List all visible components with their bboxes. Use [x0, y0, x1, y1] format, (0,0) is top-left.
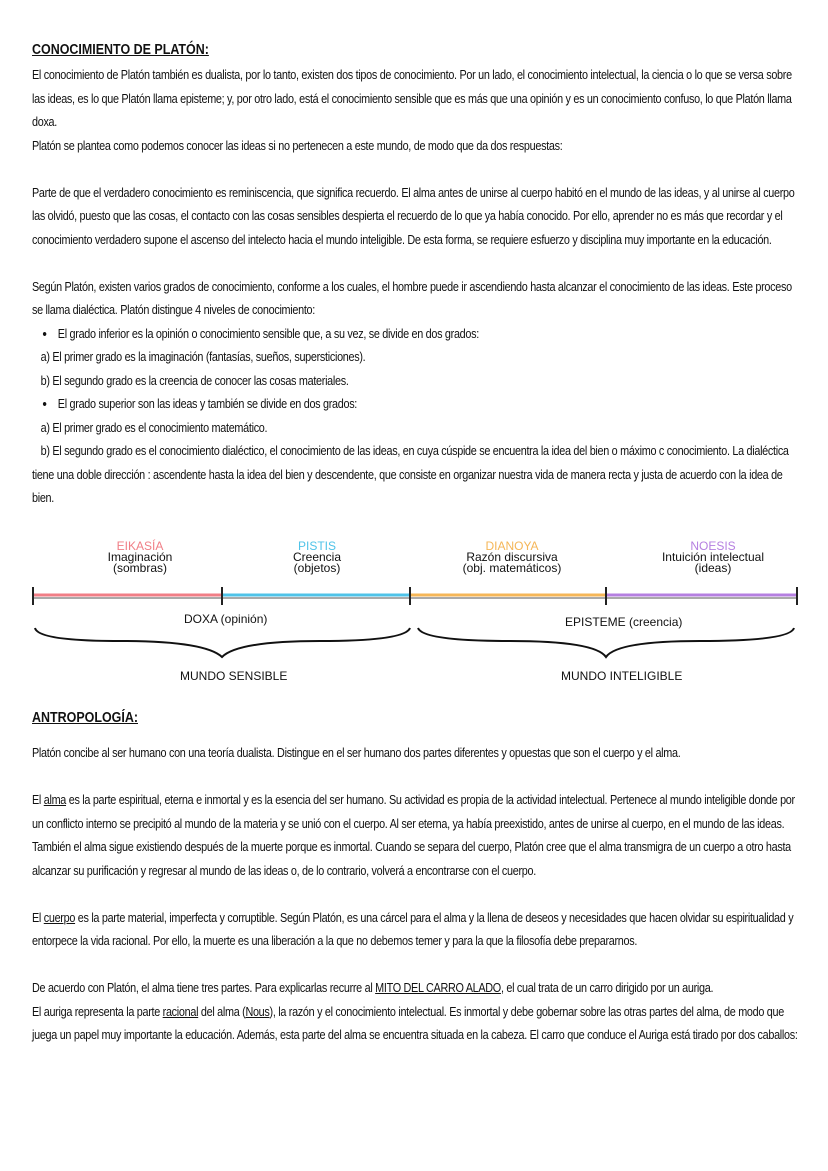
text: es la parte material, imperfecta y corruptible. Según Platón, es una cárcel para el alma y la llena de deseos y necesidades que hacen olvidar su espiritualidad y entorpece la vida racional. Por ello, la muerte es una liberación a la que no debemos temer y para la que la filosofía debe prepararnos. — [32, 910, 794, 948]
text: De acuerdo con Platón, el alma tiene tres partes. Para explicarlas recurre al — [32, 981, 376, 995]
brace-sensible — [35, 628, 410, 657]
knowledge-levels-list — [32, 323, 804, 347]
section-title-antropologia: ANTROPOLOGÍA: — [32, 710, 138, 726]
paragraph-mito — [32, 977, 804, 1001]
level-desc: (objetos) — [293, 561, 341, 575]
paragraph-alma — [32, 789, 804, 883]
level-name: DIANOYA — [485, 539, 539, 553]
level-name: PISTIS — [297, 539, 336, 553]
paragraph: Según Platón, existen varios grados de conocimiento, conforme a los cuales, el hombre puede ir ascendiendo hasta alcanzar el conocimiento de las ideas. Este proceso se llama dialéctica. Platón distingue 4 niveles de conocimiento: — [32, 279, 792, 317]
level-name: NOESIS — [690, 539, 736, 553]
doxa-label: DOXA (opinión) — [184, 612, 268, 626]
paragraph: Parte de que el verdadero conocimiento es reminiscencia, que significa recuerdo. El alma antes de unirse al cuerpo habitó en el mundo de las ideas, y al unirse al cuerpo las olvidó, puesto que las cosas, el contacto con las cosas sensibles despierta el recuerdo de lo que ya había conocido. Por ello, aprender no es más que recordar y el conocimiento verdadero supone el ascenso del intelecto hacia el mundo inteligible. De esta forma, se requiere esfuerzo y disciplina muy importante en la educación. — [32, 185, 795, 247]
level-desc: Imaginación — [107, 550, 173, 564]
text: El auriga representa la parte — [32, 1004, 163, 1019]
underlined-term-racional: racional — [162, 1004, 199, 1019]
knowledge-levels-list-2 — [32, 393, 804, 417]
brace-inteligible — [418, 628, 794, 657]
paragraph-cuerpo — [32, 907, 804, 954]
text: El — [32, 910, 44, 925]
list-item: • El grado inferior es la opinión o conocimiento sensible que, a su vez, se divide en dos grados: — [58, 323, 804, 347]
text: El — [32, 793, 44, 807]
list-subitem: a) El primer grado es la imaginación (fantasías, sueños, supersticiones). — [40, 350, 366, 364]
paragraph: Platón se plantea como podemos conocer las ideas si no pertenecen a este mundo, de modo que da dos respuestas: — [32, 138, 563, 153]
level-name: EIKASÍA — [116, 539, 164, 553]
knowledge-levels-diagram — [0, 535, 828, 695]
paragraph-auriga — [32, 1001, 804, 1048]
underlined-term-cuerpo: cuerpo — [43, 910, 76, 925]
text: es la parte espiritual, eterna e inmortal y es la esencia del ser humano. Su actividad es propia de la actividad intelectual. Pertenece al mundo inteligible donde por un conflicto interno se precipitó al mundo de la materia y se unió con el cuerpo. Al ser eterna, ya había preexistido, antes de unirse al cuerpo, en el mundo de las ideas. También el alma sigue existiendo después de la muerte porque es inmortal. Cuando se separa del cuerpo, Platón cree que el alma transmigra de un cuerpo a otro hasta alcanzar su purificación y regresar al mundo de las ideas o, de lo contrario, volverá a encontrarse con el cuerpo. — [32, 793, 795, 878]
paragraph: El conocimiento de Platón también es dualista, por lo tanto, existen dos tipos de conocimiento. Por un lado, el conocimiento intelectual, la ciencia o lo que se versa sobre las ideas, es lo que Platón llama episteme; y, por otro lado, está el conocimiento sensible que es más que una opinión y es un conocimiento confuso, lo que Platón llama doxa. — [32, 68, 792, 129]
list-subitem: a) El primer grado es el conocimiento matemático. — [40, 420, 268, 435]
mundo-inteligible-label: MUNDO INTELIGIBLE — [561, 669, 683, 683]
underlined-term-mito: MITO DEL CARRO ALADO — [375, 981, 501, 995]
level-desc: Creencia — [292, 550, 342, 564]
diagram-lines — [0, 535, 828, 695]
list-item: • El grado superior son las ideas y también se divide en dos grados: — [58, 393, 804, 417]
underlined-term-nous: Nous — [245, 1004, 270, 1019]
list-subitem: b) El segundo grado es la creencia de conocer las cosas materiales. — [40, 373, 349, 388]
underlined-term-alma: alma — [43, 793, 67, 807]
level-desc: Intuición intelectual — [661, 550, 765, 564]
level-desc: Razón discursiva — [466, 550, 558, 564]
level-desc: (ideas) — [694, 561, 732, 575]
section-conocimiento-body — [32, 64, 804, 511]
mundo-sensible-label: MUNDO SENSIBLE — [180, 669, 288, 683]
text: , el cual trata de un carro dirigido por un auriga. — [500, 981, 714, 995]
level-desc: (sombras) — [112, 561, 167, 575]
text: ), la razón y el conocimiento intelectual. Es inmortal y debe gobernar sobre las otras partes del alma, de modo que juega un papel muy importante la educación. Además, esta parte del alma se encuentra situada en la cabeza. El carro que conduce el Auriga está tirado por dos caballos: — [32, 1004, 798, 1042]
section-antropologia-body — [32, 742, 804, 1048]
paragraph: Platón concibe al ser humano con una teoría dualista. Distingue en el ser humano dos partes diferentes y opuestas que son el cuerpo y el alma. — [32, 746, 681, 760]
text: del alma ( — [198, 1004, 246, 1019]
section-title-conocimiento: CONOCIMIENTO DE PLATÓN: — [32, 42, 209, 58]
list-subitem: b) El segundo grado es el conocimiento dialéctico, el conocimiento de las ideas, en cuya cúspide se encuentra la idea del bien o máximo c conocimiento. La dialéctica tiene una doble dirección : ascendente hasta la idea del bien y descendente, que consiste en organizar nuestra vida de manera recta y justa de acuerdo con la idea de bien. — [32, 444, 789, 505]
level-desc: (obj. matemáticos) — [462, 561, 562, 575]
episteme-label: EPISTEME (creencia) — [565, 615, 683, 629]
